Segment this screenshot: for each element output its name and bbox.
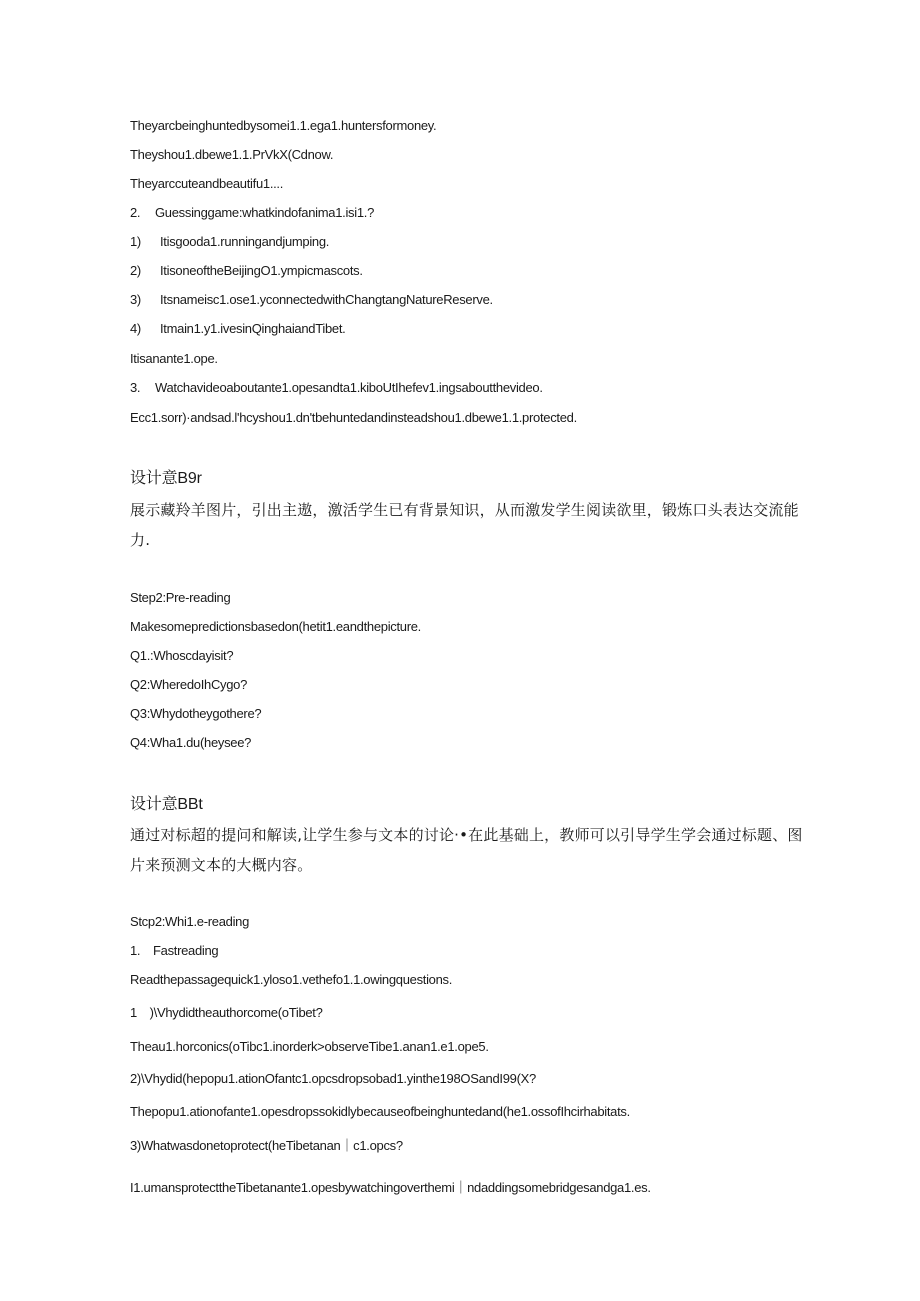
design-heading: 设计意B9r [130, 470, 202, 487]
item-number: 4) [130, 321, 141, 336]
fast-reading-item [130, 943, 218, 959]
question-3 [130, 380, 543, 396]
prediction-question: Q2:WheredoIhCygo? [130, 677, 248, 692]
design-heading: 设计意BBt [130, 796, 203, 813]
item-number: 2) [130, 263, 141, 278]
reading-answer: Thepopu1.ationofante1.opesdropssokidlybecauseofbeinghuntedand(he1.ossofIhcirhabitats. [130, 1104, 630, 1119]
clue-item [130, 234, 329, 250]
item-number: 2. [130, 205, 141, 220]
text-line: Theyarcbeinghuntedbysomei1.1.ega1.huntersformoney. [130, 118, 437, 133]
prediction-question: Q4:Wha1.du(heysee? [130, 735, 252, 750]
clue-item [130, 292, 493, 308]
item-text: Fastreading [153, 943, 219, 958]
prediction-question: Q1.:Whoscdayisit? [130, 648, 234, 663]
clue-item [130, 321, 345, 337]
reading-question: 1 )\Vhydidtheauthorcome(oTibet? [130, 1005, 323, 1020]
step-title: Stcp2:Whi1.e-reading [130, 914, 250, 929]
text-line: Theyshou1.dbewe1.1.PrVkX(Cdnow. [130, 147, 334, 162]
item-text: Watchavideoaboutante1.opesandta1.kiboUtIhefev1.ingsaboutthevideo. [155, 380, 543, 395]
item-number: 1. [130, 943, 141, 958]
instruction-line: Readthepassagequick1.ylosо1.vethefo1.1.owingquestions. [130, 972, 453, 987]
item-text: Guessinggame:whatkindofanima1.isi1.? [155, 205, 374, 220]
item-text: Itsnameisc1.ose1.yconnectedwithChangtangNatureReserve. [160, 292, 493, 307]
reading-answer: Theau1.horconics(oTibc1.inorderk>observeTibe1.anan1.e1.ope5. [130, 1039, 489, 1054]
reading-question: 2)\Vhydid(hepopu1.ationOfantc1.opcsdropsobad1.yinthe198OSandI99(X? [130, 1071, 536, 1086]
text-line: Theyarccuteandbeautifu1.... [130, 176, 284, 191]
instruction-line: Makesomepredictionsbasedon(hetit1.eandthepicture. [130, 619, 421, 634]
answer-line: Ecc1.sorr)·andsad.l'hcyshou1.dn'tbehuntedandinsteadshou1.dbewe1.1.protected. [130, 410, 577, 425]
step-title: Step2:Pre-reading [130, 590, 231, 605]
prediction-question: Q3:Whydotheygothere? [130, 706, 262, 721]
reading-question: 3)Whatwasdonetoprotect(heTibetanan｜c1.opcs? [130, 1138, 403, 1153]
item-number: 1) [130, 234, 141, 249]
answer-line: Itisanante1.ope. [130, 351, 218, 366]
design-paragraph: 展示藏羚羊图片，引出主遨，激活学生已有背景知识，从而激发学生阅读欲里，锻炼口头表达交流能力. [130, 501, 799, 549]
item-text: Itmain1.y1.ivesinQinghaiandTibet. [160, 321, 346, 336]
design-paragraph: 通过对标超的提问和解读,让学生参与文本的讨论·•在此基础上，教师可以引导学生学会通过标题、图片来预测文本的大概内容。 [130, 826, 803, 874]
clue-item [130, 263, 363, 279]
item-text: ItisoneoftheBeijingO1.ympicmascots. [160, 263, 363, 278]
item-number: 3. [130, 380, 141, 395]
reading-answer: I1.umansprotecttheTibetanante1.opesbywatchingoverthemi｜ndaddingsomebridgesandga1.es. [130, 1180, 651, 1195]
item-number: 3) [130, 292, 141, 307]
item-text: Itisgooda1.runningandjumping. [160, 234, 330, 249]
question-2 [130, 205, 374, 221]
